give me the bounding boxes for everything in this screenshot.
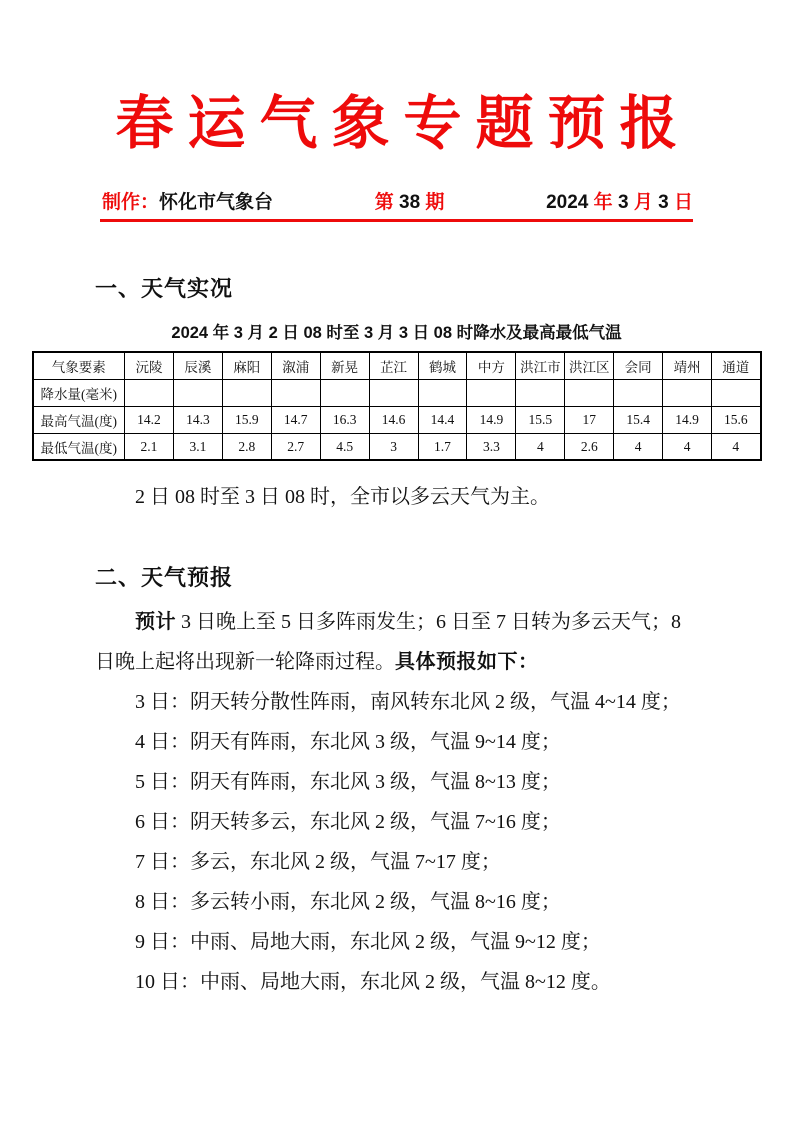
table-cell: [173, 379, 222, 406]
table-cell: 15.5: [516, 406, 565, 433]
table-row: [33, 379, 761, 406]
forecast-line: 6 日：阴天转多云，东北风 2 级，气温 7~16 度；: [135, 811, 561, 834]
forecast-intro-text: 3 日晚上至 5 日多阵雨发生；6 日至 7 日转为多云天气；8 日晚上起将出现新一轮降雨过程。: [95, 611, 681, 674]
table-cell: 3: [369, 433, 418, 460]
forecast-line: 3 日：阴天转分散性阵雨，南风转东北风 2 级，气温 4~14 度；: [135, 691, 681, 714]
forecast-line: 9 日：中雨、局地大雨，东北风 2 级，气温 9~12 度；: [135, 931, 601, 954]
table-cell: 15.9: [222, 406, 271, 433]
date-day: 3: [658, 192, 669, 214]
date-month: 3: [617, 192, 629, 214]
forecast-intro-tail: 具体预报如下：: [395, 651, 539, 674]
table-cell: [565, 379, 614, 406]
table-cell: 2.7: [271, 433, 320, 460]
table-cell: 4: [663, 433, 712, 460]
forecast-intro-lead: 预计: [135, 611, 176, 634]
table-cell: [222, 379, 271, 406]
table-row: [33, 406, 761, 433]
issue-number: [375, 187, 445, 214]
forecast-line: 7 日：多云，东北风 2 级，气温 7~17 度；: [135, 851, 501, 874]
table-cell: 3.1: [173, 433, 222, 460]
date-month-unit: 月: [633, 192, 653, 214]
table-header-cell: 辰溪: [173, 352, 222, 379]
table-cell: 2.6: [565, 433, 614, 460]
table-header-cell: 溆浦: [271, 352, 320, 379]
table-cell: 4.5: [320, 433, 369, 460]
forecast-line: 10 日：中雨、局地大雨，东北风 2 级，气温 8~12 度。: [135, 971, 611, 994]
producer-station: 怀化市气象台: [159, 192, 274, 214]
table-cell: 14.3: [173, 406, 222, 433]
table-cell: [369, 379, 418, 406]
table-cell: [516, 379, 565, 406]
section2-heading: 二、天气预报: [95, 565, 234, 591]
table-cell: 4: [516, 433, 565, 460]
table-header-cell: 靖州: [663, 352, 712, 379]
weather-summary: 2 日 08 时至 3 日 08 时，全市以多云天气为主。: [135, 486, 550, 509]
issue-prefix: 第: [374, 192, 394, 214]
table-cell: [712, 379, 761, 406]
table-cell: 14.6: [369, 406, 418, 433]
issue-suffix: 期: [425, 192, 445, 214]
table-header-cell: 麻阳: [222, 352, 271, 379]
date-day-unit: 日: [673, 192, 693, 214]
table-cell: 14.7: [271, 406, 320, 433]
table-cell: 15.6: [712, 406, 761, 433]
table-cell: 14.9: [663, 406, 712, 433]
table-cell: 2.1: [125, 433, 174, 460]
table-header-cell: 通道: [712, 352, 761, 379]
date-year-unit: 年: [593, 192, 613, 214]
table-header-cell: 芷江: [369, 352, 418, 379]
table-cell: 14.2: [125, 406, 174, 433]
producer: [102, 187, 273, 214]
table-cell: 2.8: [222, 433, 271, 460]
table-cell: 14.4: [418, 406, 467, 433]
issue-date: [546, 187, 693, 214]
forecast-line: 8 日：多云转小雨，东北风 2 级，气温 8~16 度；: [135, 891, 561, 914]
row-label-cell: 最低气温(度): [33, 433, 125, 460]
forecast-line: 4 日：阴天有阵雨，东北风 3 级，气温 9~14 度；: [135, 731, 561, 754]
table-header-cell: 洪江市: [516, 352, 565, 379]
table-cell: [271, 379, 320, 406]
row-label-cell: 最高气温(度): [33, 406, 125, 433]
weather-table: [32, 351, 762, 461]
row-label-cell: 降水量(毫米): [33, 379, 125, 406]
date-year: 2024: [546, 192, 589, 214]
table-header-cell: 洪江区: [565, 352, 614, 379]
forecast-line: 5 日：阴天有阵雨，东北风 3 级，气温 8~13 度；: [135, 771, 561, 794]
weather-table-caption: 2024 年 3 月 2 日 08 时至 3 月 3 日 08 时降水及最高最低气温: [171, 324, 622, 343]
table-header-cell: 气象要素: [33, 352, 125, 379]
producer-label: 制作：: [102, 192, 160, 214]
table-cell: [125, 379, 174, 406]
table-cell: [614, 379, 663, 406]
table-cell: [320, 379, 369, 406]
masthead-divider: [100, 219, 693, 222]
table-cell: 4: [614, 433, 663, 460]
table-cell: 1.7: [418, 433, 467, 460]
table-cell: [467, 379, 516, 406]
table-header-cell: 中方: [467, 352, 516, 379]
table-header-cell: 沅陵: [125, 352, 174, 379]
forecast-list: [0, 682, 793, 1002]
table-cell: 14.9: [467, 406, 516, 433]
table-header-cell: 鹤城: [418, 352, 467, 379]
table-cell: [663, 379, 712, 406]
table-cell: 16.3: [320, 406, 369, 433]
section1-heading: 一、天气实况: [95, 276, 234, 302]
table-cell: [418, 379, 467, 406]
document-title: 春运气象专题预报: [115, 89, 692, 157]
table-header-cell: 新晃: [320, 352, 369, 379]
table-cell: 3.3: [467, 433, 516, 460]
forecast-intro: [95, 602, 701, 682]
table-row: [33, 433, 761, 460]
table-cell: 4: [712, 433, 761, 460]
masthead: [102, 187, 693, 214]
table-header-row: [33, 352, 761, 379]
issue-value: 38: [399, 192, 421, 214]
table-header-cell: 会同: [614, 352, 663, 379]
table-cell: 17: [565, 406, 614, 433]
table-cell: 15.4: [614, 406, 663, 433]
